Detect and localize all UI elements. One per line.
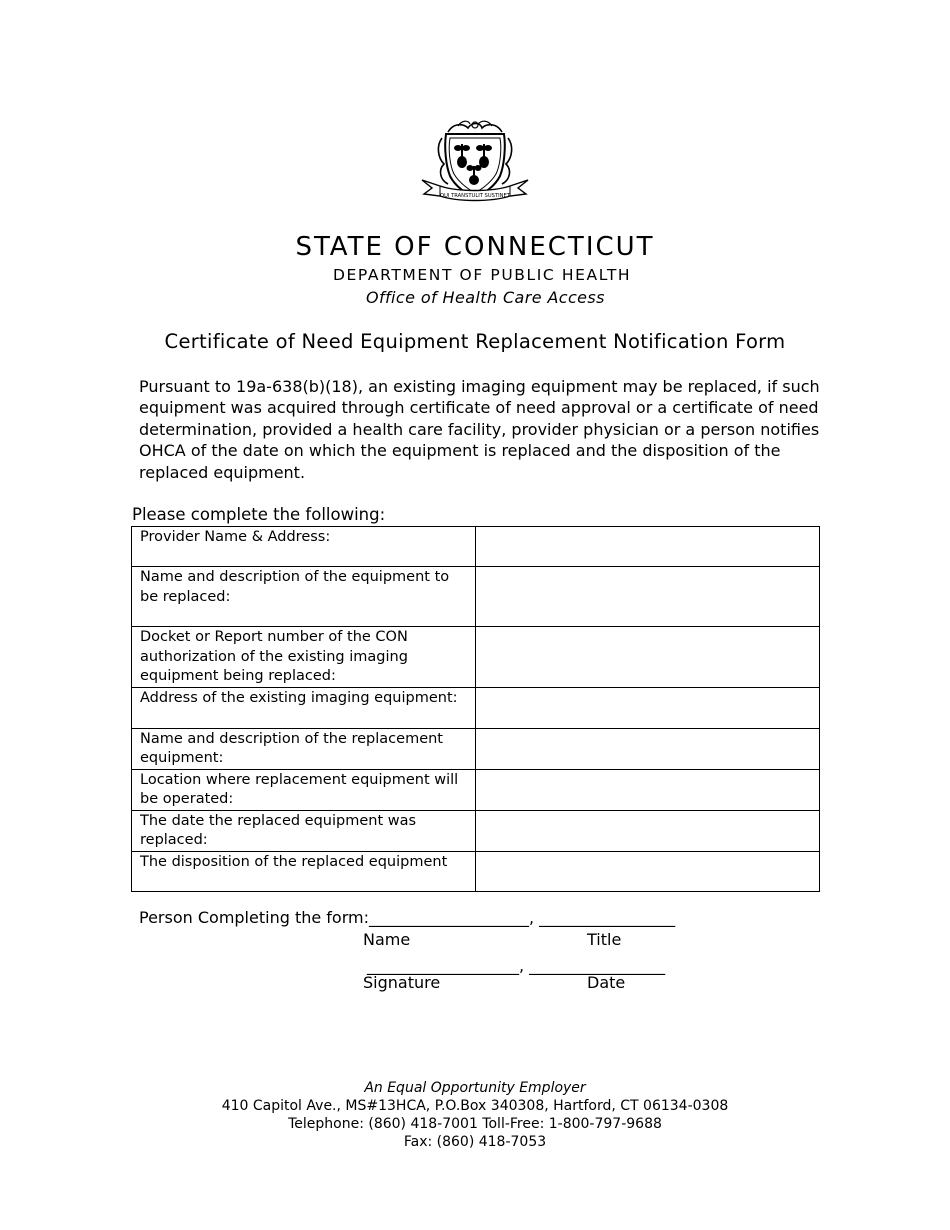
docket-report-number-field[interactable] bbox=[476, 627, 820, 688]
form-title: Certificate of Need Equipment Replacement Notification Form bbox=[164, 330, 786, 353]
seal-motto: QUI TRANSTULIT SUSTINET bbox=[440, 193, 510, 199]
field-label: Location where replacement equipment will be operated: bbox=[132, 769, 476, 810]
field-label: Name and description of the equipment to be replaced: bbox=[132, 567, 476, 627]
form-instruction: Please complete the following: bbox=[132, 505, 386, 524]
state-seal bbox=[418, 118, 530, 214]
field-label: Name and description of the replacement equipment: bbox=[132, 728, 476, 769]
equipment-to-replace-field[interactable] bbox=[476, 567, 820, 627]
state-title bbox=[0, 232, 950, 262]
table-row bbox=[132, 769, 820, 810]
notification-form-table bbox=[131, 526, 820, 892]
field-label: Docket or Report number of the CON authorization of the existing imaging equipment being replaced: bbox=[132, 627, 476, 688]
replacement-date-field[interactable] bbox=[476, 810, 820, 851]
name-label: Name bbox=[363, 930, 411, 949]
title-label: Title bbox=[587, 930, 622, 949]
provider-name-address-field[interactable] bbox=[476, 527, 820, 567]
date-label: Date bbox=[587, 973, 626, 992]
office-name: Office of Health Care Access bbox=[366, 288, 605, 307]
table-row bbox=[132, 567, 820, 627]
field-label: The date the replaced equipment was replaced: bbox=[132, 810, 476, 851]
replacement-equipment-field[interactable] bbox=[476, 728, 820, 769]
field-label: The disposition of the replaced equipment bbox=[132, 851, 476, 891]
table-row bbox=[132, 527, 820, 567]
footer-fax: Fax: (860) 418-7053 bbox=[403, 1134, 547, 1150]
department-name: DEPARTMENT OF PUBLIC HEALTH bbox=[333, 266, 632, 284]
field-label: Address of the existing imaging equipment: bbox=[132, 687, 476, 728]
table-row bbox=[132, 810, 820, 851]
table-row bbox=[132, 728, 820, 769]
footer-telephone: Telephone: (860) 418-7001 Toll-Free: 1-800-797-9688 bbox=[288, 1116, 662, 1132]
signature-label: Signature bbox=[363, 973, 441, 992]
footer-employer: An Equal Opportunity Employer bbox=[364, 1080, 586, 1096]
existing-equipment-address-field[interactable] bbox=[476, 687, 820, 728]
disposition-field[interactable] bbox=[476, 851, 820, 891]
signature-date-line[interactable]: ___________________, _________________ bbox=[367, 956, 666, 975]
person-completing-line[interactable]: Person Completing the form:____________________, _________________ bbox=[139, 908, 676, 927]
table-row bbox=[132, 851, 820, 891]
state-title-text: STATE OF CONNECTICUT bbox=[295, 232, 655, 262]
footer-address: 410 Capitol Ave., MS#13HCA, P.O.Box 340308, Hartford, CT 06134-0308 bbox=[221, 1098, 729, 1114]
intro-paragraph: Pursuant to 19a-638(b)(18), an existing imaging equipment may be replaced, if such equipment was acquired through certificate of need approval or a certificate of need determination, provided a health care facility, provider physician or a person notifies OHCA of the date on which the equipment is replaced and the disposition of the replaced equipment. bbox=[139, 377, 820, 482]
table-row bbox=[132, 627, 820, 688]
table-row bbox=[132, 687, 820, 728]
field-label: Provider Name & Address: bbox=[132, 527, 476, 567]
state-seal-icon bbox=[418, 118, 530, 214]
replacement-location-field[interactable] bbox=[476, 769, 820, 810]
